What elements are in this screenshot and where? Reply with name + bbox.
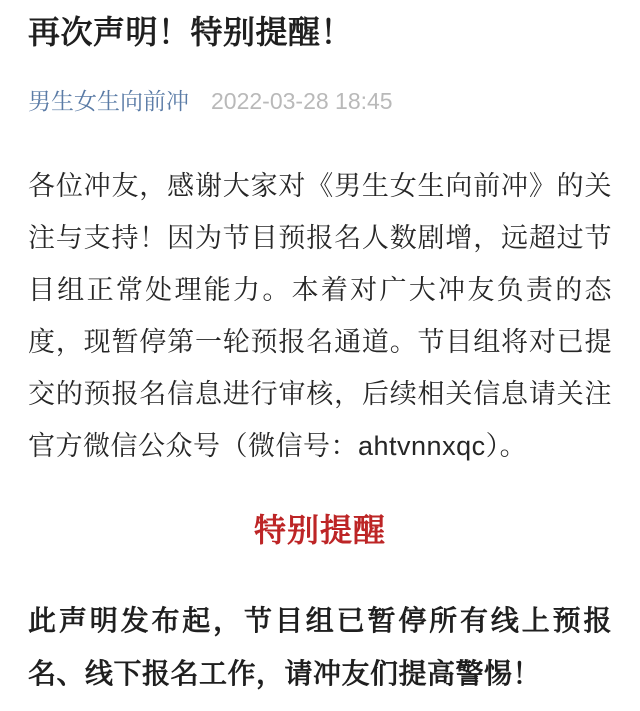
- author-link[interactable]: 男生女生向前冲: [28, 88, 189, 114]
- publish-date: 2022-03-28 18:45: [211, 88, 393, 114]
- body-paragraph: 各位冲友，感谢大家对《男生女生向前冲》的关注与支持！因为节目预报名人数剧增，远超过节目组正常处理能力。本着对广大冲友负责的态度，现暂停第一轮预报名通道。节目组将对已提交的预报名信息进行审核，后续相关信息请关注官方微信公众号（微信号：ahtvnnxqc）。: [28, 171, 612, 461]
- article-title: 再次声明！特别提醒！: [28, 14, 354, 50]
- notice-paragraph: 此声明发布起，节目组已暂停所有线上预报名、线下报名工作，请冲友们提高警惕！: [28, 605, 612, 689]
- article-meta: [28, 87, 612, 115]
- notice-heading: 特别提醒: [253, 512, 386, 548]
